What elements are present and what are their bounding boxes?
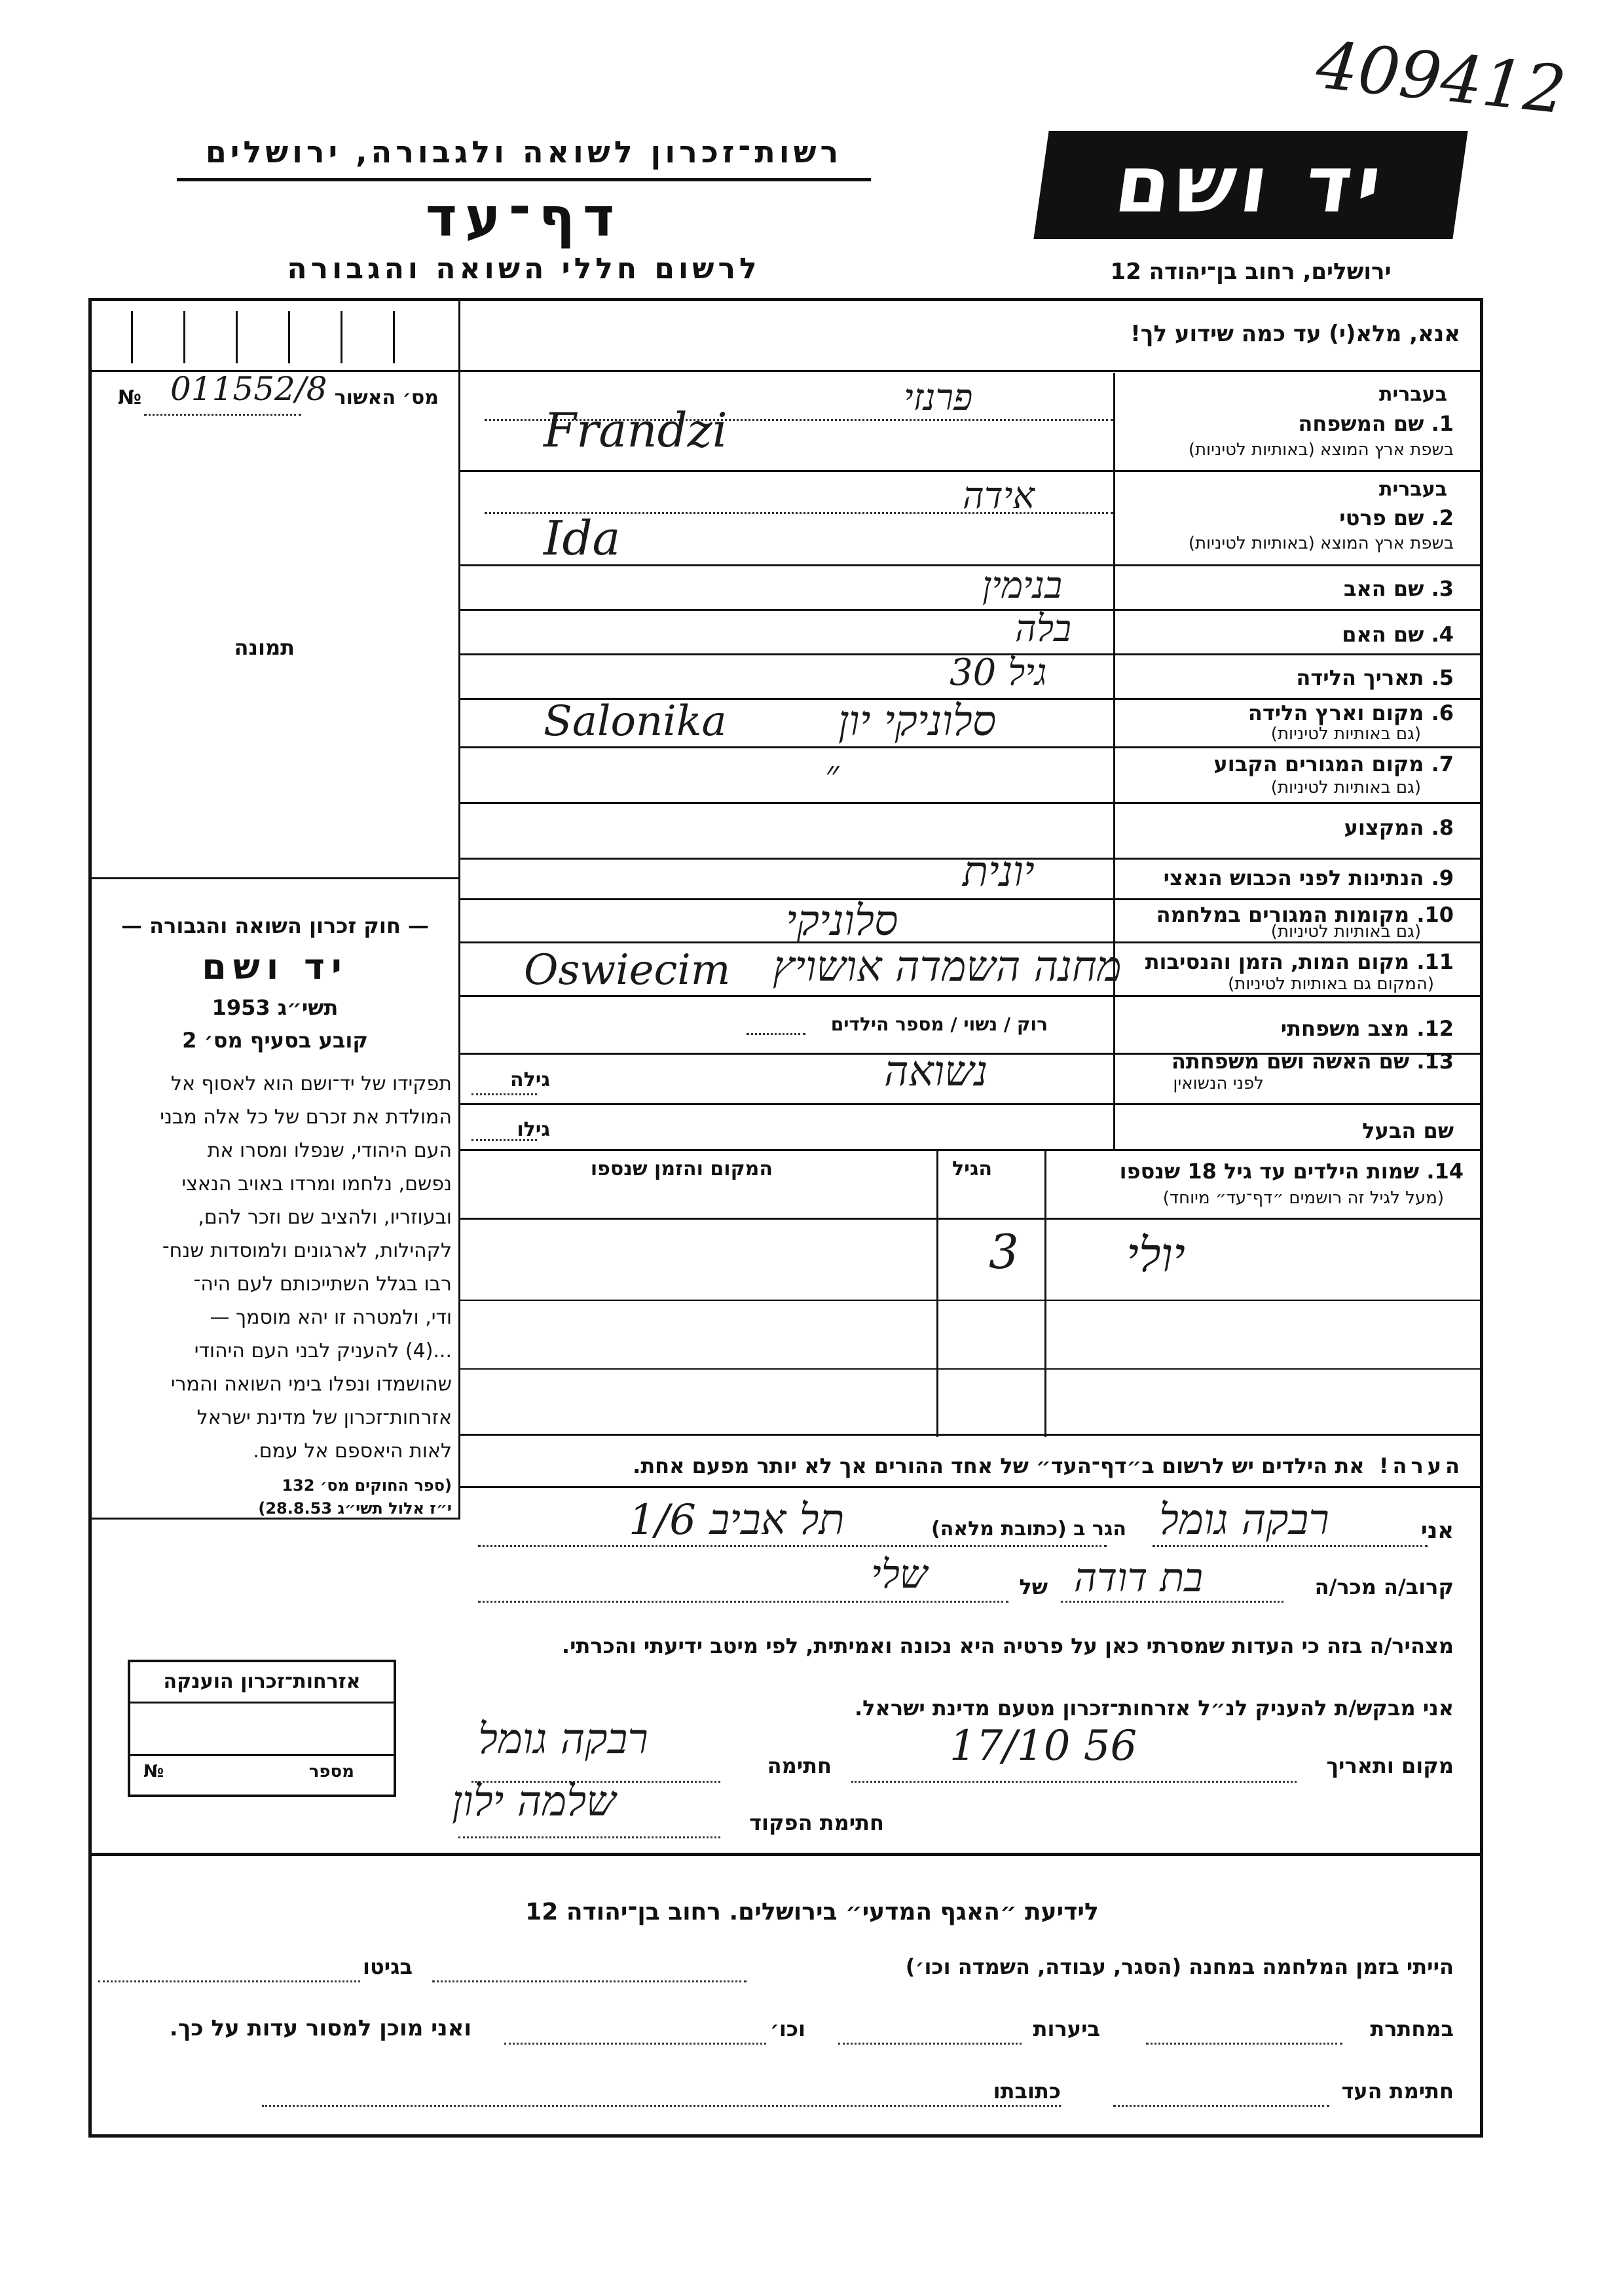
official-signature[interactable]: שלמה ילון (452, 1777, 616, 1826)
approval-dotted-line (144, 414, 301, 416)
in-hebrew-label-2: בעברית (1379, 478, 1447, 501)
marital-status-options: רוק / נשוי / מספר הילדים (830, 1013, 1048, 1035)
logo-text: יד ושם (1109, 139, 1392, 230)
in-hebrew-label-1: בעברית (1379, 383, 1447, 406)
witness-signature-line (1113, 2105, 1329, 2107)
row-rule-7 (460, 802, 1482, 804)
field-5-value[interactable]: גיל 30 (950, 651, 1047, 694)
field-11-sub: (המקום גם באותיות לטיניות) (1228, 974, 1434, 994)
intro-question: אנא, מלא(י) עד כמה שידוע לך! (1130, 321, 1460, 347)
children-count-line (747, 1033, 805, 1035)
children-col-2 (936, 1149, 938, 1437)
law-citation-1: (ספר החוקים מס׳ 132 (282, 1476, 452, 1495)
field-2-latin-value[interactable]: Ida (544, 511, 621, 566)
law-line: ובעוזריו, ולהציב שם וזכר להם, (198, 1206, 452, 1229)
declarant-top-rule (460, 1486, 1482, 1488)
law-year: תשי״ג 1953 (212, 995, 339, 1020)
children-place-header: המקום והזמן שנספו (590, 1157, 773, 1180)
field-9-value[interactable]: יונית (963, 848, 1035, 896)
row-rule-1 (460, 470, 1482, 472)
signature-label: חתימה (767, 1753, 832, 1778)
children-bottom-rule (460, 1434, 1482, 1436)
relation-line (1061, 1601, 1283, 1603)
field-2-sub: בשפת ארץ המוצא (באותיות לטיניות) (1188, 534, 1454, 553)
children-subtitle: (מעל לגיל זה רושמים ״דף־עד״ מיוחד) (1162, 1188, 1444, 1208)
testimony-offer: ואני מוכן למסור עדות על כך. (169, 2015, 471, 2041)
forests-line (838, 2043, 1022, 2045)
field-10-value[interactable]: סלוניקי (786, 897, 898, 945)
declarant-i-label: אני (1420, 1518, 1454, 1544)
left-column-divider (458, 300, 460, 1518)
law-line: ...(4) להעניק לבני העם היהודי (194, 1339, 452, 1362)
declarant-name-line (1153, 1545, 1428, 1547)
children-title: 14. שמות הילדים עד גיל 18 שנספו (1119, 1159, 1464, 1184)
field-10-sub: (גם באותיות לטיניות) (1270, 922, 1421, 941)
etc-line (504, 2043, 766, 2045)
left-col-bottom-rule (90, 1518, 460, 1520)
law-line: שהושמדו ונפלו בימי השואה והמרי (170, 1373, 452, 1396)
wife-age-label: גילה (510, 1068, 550, 1091)
place-date-line (851, 1781, 1297, 1783)
yad-vashem-logo (1033, 131, 1467, 239)
row-rule-3 (460, 609, 1482, 611)
field-11-label: 11. מקום המות, הזמן והנסיבות (1145, 949, 1454, 974)
field-4-value[interactable]: בלה (1015, 608, 1071, 650)
form-subtitle: לרשום חללי השואה והגבורה (287, 252, 761, 285)
field-13-sub: לפני הנשואין (1173, 1074, 1264, 1093)
header-rule (177, 178, 871, 181)
photo-label: תמונה (234, 635, 295, 660)
child-1-age[interactable]: 3 (989, 1224, 1019, 1279)
children-col-1 (1044, 1149, 1046, 1437)
law-title: — חוק זכרון השואה והגבורה — (121, 913, 429, 938)
declarant-address[interactable]: תל אביב 1/6 (629, 1496, 845, 1544)
field-7-label: 7. מקום המגורים הקבוע (1213, 752, 1454, 776)
of-label: של (1019, 1575, 1048, 1599)
of-value[interactable]: שלי (871, 1552, 928, 1597)
field-2-hebrew-value[interactable]: אידה (963, 475, 1035, 517)
field-9-label: 9. הנתינות לפני הכבוש הנאצי (1163, 866, 1454, 890)
law-line: העם היהודי, שנפלו ומסרו את (207, 1139, 452, 1162)
underground-label: במחתרת (1370, 2016, 1454, 2041)
law-line: המולדת את זכרם של כל אלה מבני (160, 1106, 452, 1129)
field-1-label: 1. שם המשפחה (1298, 411, 1454, 436)
field-2-label: 2. שם פרטי (1339, 505, 1454, 530)
forests-label: ביערות (1033, 2016, 1100, 2041)
children-row-rule-2 (460, 1368, 1482, 1370)
citizenship-number-label: מספר (308, 1762, 354, 1781)
declarant-name[interactable]: רבקה גומל (1159, 1496, 1329, 1544)
law-line: ודי, ולמטרה זו יהא מוסמך — (210, 1306, 452, 1329)
field-1-hebrew-value[interactable]: פרנזי (904, 376, 973, 419)
labels-divider (1113, 373, 1115, 1149)
field-13-value[interactable]: נשואה (884, 1048, 988, 1096)
official-signature-label: חתימת הפקוד (749, 1810, 884, 1835)
declarant-address-line (478, 1545, 1107, 1547)
etc-label: וכו׳ (769, 2016, 805, 2041)
row-rule-9 (460, 898, 1482, 900)
row-rule-6 (460, 746, 1482, 748)
camp-line (432, 1980, 747, 1982)
law-line: נפשם, נלחמו ומרדו באויב הנאצי (181, 1173, 452, 1195)
approval-number[interactable]: 011552/8 (170, 370, 327, 408)
row-rule-13 (460, 1103, 1482, 1105)
archive-number: 409412 (1312, 26, 1570, 129)
ghetto-line (98, 1980, 360, 1982)
field-7-value[interactable]: ״ (825, 753, 840, 795)
law-line: תפקידו של יד־ושם הוא לאסוף אל (170, 1072, 452, 1095)
signature-value[interactable]: רבקה גומל (478, 1715, 648, 1764)
citizenship-box (128, 1660, 396, 1797)
of-line (478, 1601, 1008, 1603)
note-text: הערה! את הילדים יש לרשום ב״דף־העד״ של אחד ההורים אך לא יותר מפעם אחת. (633, 1453, 1464, 1478)
witness-signature-label: חתימת העד (1341, 2079, 1454, 2104)
field-6-latin-value[interactable]: Salonika (544, 697, 727, 746)
field-6-hebrew-value[interactable]: סלוניקי יון (838, 697, 997, 746)
field-11-hebrew-value[interactable]: מחנה השמדה אושויץ (773, 943, 1122, 991)
relative-label: קרוב/ה מכר/ה (1314, 1575, 1454, 1599)
law-line: אזרחות־זכרון של מדינת ישראל (196, 1406, 452, 1429)
husband-age-line (471, 1139, 537, 1141)
declaration-text: מצהיר/ה בזה כי העדות שמסרתי כאן על פרטיה היא נכונה ואמיתית, לפי מיטב ידיעתי והכרתי. (561, 1633, 1454, 1658)
children-row-rule-1 (460, 1300, 1482, 1301)
info-section-title: לידיעת ״האגף המדעי״ בירושלים. רחוב בן־יהודה 12 (525, 1899, 1099, 1925)
law-section: קובע בסעיף מס׳ 2 (182, 1028, 368, 1053)
approval-no-sign: № (118, 386, 142, 409)
field-5-label: 5. תאריך הלידה (1296, 665, 1454, 690)
place-date-value[interactable]: 17/10 56 (950, 1722, 1137, 1770)
field-12-label: 12. מצב משפחתי (1280, 1016, 1454, 1041)
law-line: לאות היאספם אל עמם. (253, 1440, 452, 1463)
header-address: ירושלים, רחוב בן־יהודה 12 (1110, 259, 1392, 285)
field-6-label: 6. מקום וארץ הלידה (1247, 701, 1454, 725)
children-age-header: הגיל (952, 1157, 992, 1180)
top-left-boxes (105, 311, 445, 363)
children-header-rule (460, 1218, 1482, 1220)
request-text: אני מבקש/ת להעניק לנ״ל אזרחות־זכרון מטעם מדינת ישראל. (855, 1696, 1454, 1721)
field-1-latin-value[interactable]: Frandzi (544, 403, 728, 458)
authority-title: רשות־זכרון לשואה ולגבורה, ירושלים (205, 134, 843, 170)
field-6-sub: (גם באותיות לטיניות) (1270, 724, 1421, 744)
witness-address-line (262, 2105, 1061, 2107)
official-signature-line (458, 1836, 720, 1838)
ghetto-label: בגיטו (363, 1954, 413, 1979)
field-11-latin-value[interactable]: Oswiecim (524, 946, 731, 994)
field-10-label: 10. מקומות המגורים במלחמה (1156, 902, 1454, 927)
row-rule-11 (460, 995, 1482, 997)
place-date-label: מקום ותאריך (1326, 1753, 1454, 1778)
info-line-1: הייתי בזמן המלחמה במחנה (הסגר, עבודה, השמדה וכו׳) (905, 1954, 1454, 1979)
wife-age-line (471, 1093, 537, 1095)
law-body (98, 1067, 452, 1468)
field-4-label: 4. שם האם (1342, 622, 1454, 647)
law-name: יד ושם (202, 946, 348, 987)
row-rule-14 (460, 1149, 1482, 1151)
child-1-name[interactable]: יולי (1126, 1228, 1185, 1283)
husband-label: שם הבעל (1362, 1118, 1454, 1143)
underground-line (1146, 2043, 1342, 2045)
law-citation-2: י״ז אלול תשי״ג 28.8.53) (258, 1499, 452, 1518)
field-13-label: 13. שם האשה ושם משפחתה (1171, 1049, 1454, 1074)
witness-address-label: כתובתו (993, 2079, 1061, 2104)
husband-age-label: גילו (517, 1118, 550, 1141)
citizenship-no-sign: № (143, 1762, 164, 1781)
law-line: רבו בגלל השתייכותם לעם היה־ (193, 1273, 452, 1296)
law-line: לקהילות, לארגונים ולמוסדות שנח־ (162, 1239, 452, 1262)
field-1-sub: בשפת ארץ המוצא (באותיות לטיניות) (1188, 440, 1454, 460)
field-3-label: 3. שם האב (1343, 576, 1454, 601)
field-3-value[interactable]: בנימין (982, 564, 1063, 607)
citizenship-box-title: אזרחות־זכרון הוענקה (163, 1670, 361, 1693)
field-8-label: 8. המקצוע (1344, 815, 1454, 840)
approval-label: מס׳ האשור (334, 386, 439, 409)
declarant-relation[interactable]: בת דודה (1074, 1555, 1204, 1601)
declarant-resides-label: הגר ב (כתובת מלאה) (931, 1518, 1126, 1540)
field-7-sub: (גם באותיות לטיניות) (1270, 778, 1421, 797)
law-top-rule (90, 877, 458, 879)
form-title: דף־עד (425, 187, 623, 249)
